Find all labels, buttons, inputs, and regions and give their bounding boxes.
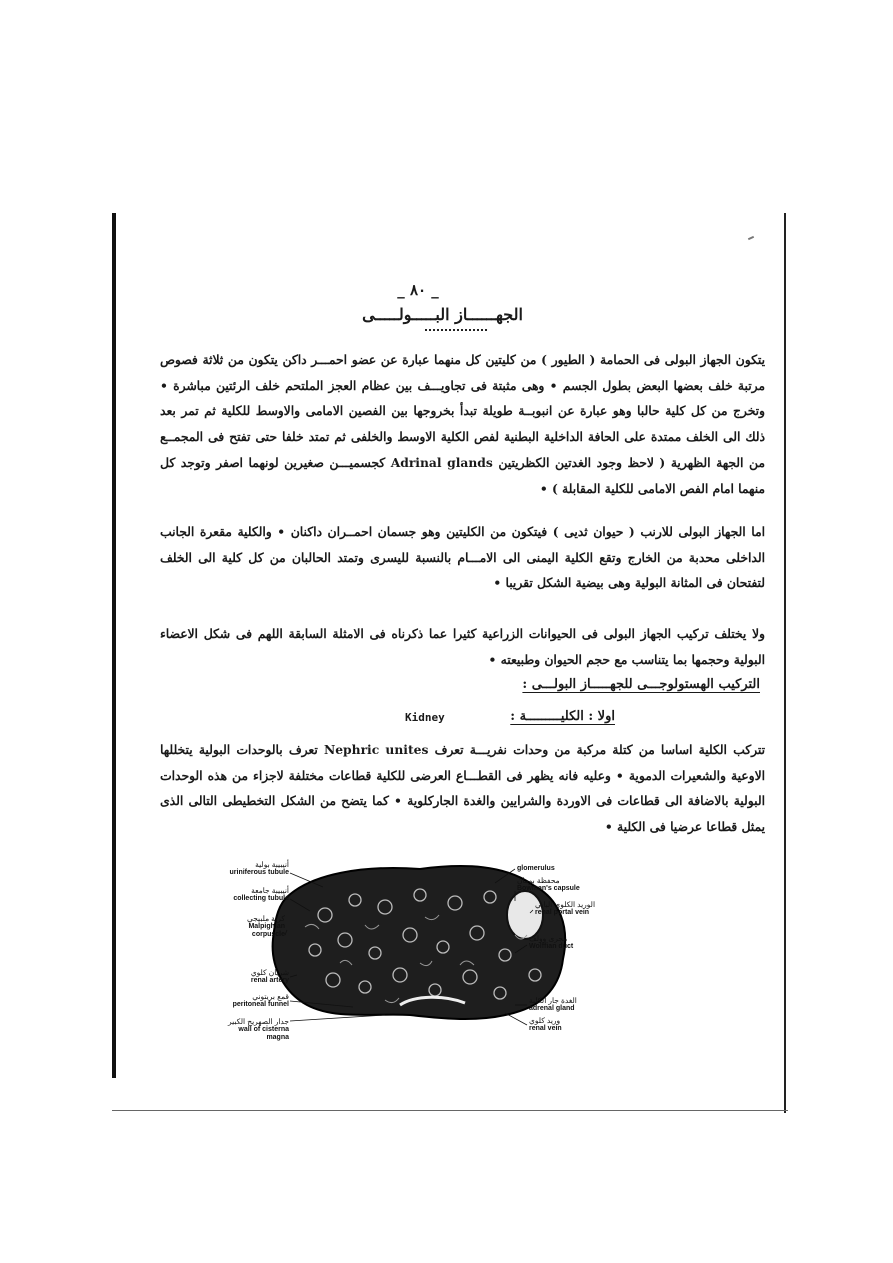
label-malpighian-corpuscle (215, 915, 285, 939)
label-bowman-en: Bowman's capsule (517, 885, 580, 892)
page-bottom-rule (112, 1110, 788, 1111)
paragraph-kidney-structure: تتركب الكلية اساسا من كتلة مركبة من وحدات نفريـــة تعرف Nephric unites تعرف بالوحدات البولية يتخللها الاوعية والشعيرات الدموية • وعليه فانه يظهر فى القطـــاع العرضى للكلية قطاعات مختلفة لاجزاء من هذه الوحدات البولية بالاضافة الى قطاعات فى الاوردة والشرايين والغدة الجاركلوية • كما يتضح من الشكل التخطيطى التالى الذى يمثل قطاعا عرضيا فى الكلية • (160, 742, 765, 835)
label-cisterna-ar: جدار الصهريج الكبير (227, 1017, 289, 1026)
label-renal-vein-en: renal vein (529, 1025, 562, 1032)
label-portal-en: renal portal vein (535, 909, 590, 916)
title-underline (425, 329, 487, 331)
label-adrenal-ar: الغدة جار الكلية (529, 996, 577, 1005)
label-cisterna-magna (215, 1018, 289, 1042)
label-uriniferous-en: uriniferous tubule (229, 869, 289, 876)
label-peritoneal-funnel (215, 993, 289, 1009)
page-title: الجهــــــاز البـــــولـــــى (362, 305, 523, 324)
label-renal-vein-ar: وريد كلوي (529, 1016, 561, 1025)
label-cisterna-en: wall of cisterna magna (238, 1026, 289, 1041)
label-renal-artery-en: renal artery (250, 977, 289, 984)
label-uriniferous-ar: أنيبيبة بولية (255, 860, 289, 869)
label-peritoneal-ar: قمع بريتوني (252, 992, 289, 1001)
label-malpighian-en: Malpighian corpuscle (248, 923, 285, 938)
paragraph-bird-urinary: يتكون الجهاز البولى فى الحمامة ( الطيور ) من كليتين كل منهما عبارة عن عضو احمـــر داكن يتكون من ثلاثة فصوص مرتبة خلف بعضها البعض بطول الجسم • وهى مثبتة فى تجاويـــف بين عظام العجز الملتحم خلف الرئتين مباشرة • وتخرج من كل كلية حالبا وهو عبارة عن انبوبــة طويلة تبدأ بخروجها بين الفصين الامامى والاوسط للكلية ثم تمر بعد ذلك الى الخلف ممتدة على الحافة الداخلية البطنية لفص الكلية الاوسط والخلفى ثم تمتد خلفا حتى تفتح فى المجمــع من الجهة الظهرية ( لاحظ وجود الغدتين الكظريتين Adrinal glands كجسميـــن صغيرين لونهما اصفر وتوجد كل منهما امام الفص الامامى للكلية المقابلة ) • (160, 352, 765, 496)
label-adrenal-gland (529, 997, 619, 1013)
kidney-heading: اولا : الكليـــــــــة : (510, 709, 615, 724)
label-renal-portal-vein (535, 901, 620, 917)
label-renal-artery (215, 969, 289, 985)
label-uriniferous-tubule (215, 861, 289, 877)
label-renal-vein (529, 1017, 619, 1033)
label-wolffian-duct (529, 935, 619, 951)
kidney-english-label: Kidney (405, 711, 445, 724)
label-portal-ar: الوريد الكلوي البابي (535, 900, 596, 909)
page-number: _ ٨٠ _ (397, 281, 439, 299)
scan-speck (748, 236, 754, 240)
histology-heading: التركيب الهستولوجـــى للجهـــــاز البولـــى : (522, 677, 760, 692)
page-frame-left-border (112, 213, 116, 1078)
label-peritoneal-en: peritoneal funnel (232, 1001, 289, 1008)
label-bowmans-capsule (517, 877, 617, 893)
label-malpighian-ar: كرية ملبيجي (246, 914, 285, 923)
label-renal-artery-ar: شريان كلوي (250, 968, 289, 977)
label-wolffian-ar: مجرى وولف (529, 934, 568, 943)
paragraph-rabbit-urinary: اما الجهاز البولى للارنب ( حيوان ثديى ) فيتكون من الكليتين وهو جسمان احمــران داكنان • والكلية مقعرة الجانب الداخلى محدبة من الخارج وتقع الكلية اليمنى الى الامـــام بالنسبة لليسرى وتمتد الحالبان من كل كلية الى الخلف لتفتحان فى المثانة البولية وهى بيضية الشكل تقريبا • (160, 524, 765, 591)
label-collecting-ar: أنيبيبة جامعة (251, 886, 289, 895)
label-collecting-en: collecting tubule (233, 895, 289, 902)
label-bowman-ar: محفظة بومان (517, 876, 560, 885)
label-adrenal-en: adrenal gland (529, 1005, 575, 1012)
label-wolffian-en: Wolffian duct (529, 943, 574, 950)
page-frame-right-border (784, 213, 786, 1113)
label-glomerulus-en: glomerulus (517, 865, 555, 872)
kidney-cross-section-figure (215, 855, 620, 1045)
paragraph-farm-animals: ولا يختلف تركيب الجهاز البولى فى الحيوانات الزراعية كثيرا عما ذكرناه فى الامثلة السابقة اللهم فى شكل الاعضاء البولية وحجمها بما يتناسب مع حجم الحيوان وطبيعته • (160, 626, 765, 667)
label-collecting-tubule (215, 887, 289, 903)
label-glomerulus (517, 865, 617, 873)
